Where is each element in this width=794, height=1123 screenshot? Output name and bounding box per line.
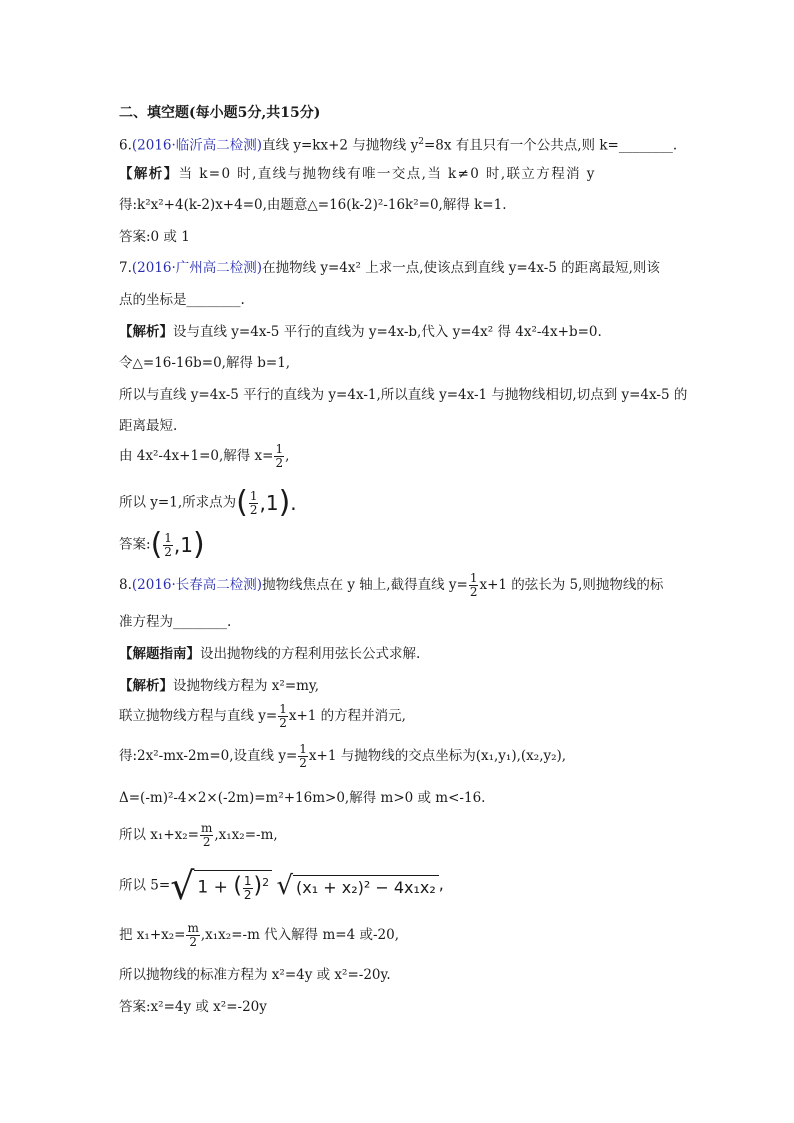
q7-analysis-line3: 所以与直线 y=4x-5 平行的直线为 y=4x-1,所以直线 y=4x-1 与抛物线相切,切点到 y=4x-5 的 bbox=[119, 387, 688, 403]
q8-stem-line2: 准方程为________. bbox=[119, 614, 232, 630]
q6-source: (2016·临沂高二检测) bbox=[131, 137, 263, 154]
q6-analysis-line2: 得:k²x²+4(k-2)x+4=0,由题意△=16(k-2)²-16k²=0,解得 k=1. bbox=[119, 197, 507, 213]
q6-stem: 6.(2016·临沂高二检测)直线 y=kx+2 与抛物线 $y^2=8x$ 有且只有一个公共点,则 k=________. bbox=[119, 137, 678, 154]
q8-analysis-line3: 得:2x²-mx-2m=0,设直线 y= $\frac{1}{2}$ x+1 与抛物线的交点坐标为(x₁,y₁),(x₂,y₂), bbox=[119, 742, 567, 770]
q7-analysis-line5: 由 4x²-4x+1=0,解得 x= $\frac{1}{2}$ , bbox=[119, 442, 290, 470]
section-title: 二、填空题(每小题5分,共15分) bbox=[119, 105, 321, 121]
q6-analysis-line1: 【解析】当 k=0 时,直线与抛物线有唯一交点,当 k≠0 时,联立方程消 y bbox=[119, 166, 596, 182]
q6-answer: 答案:0 或 1 bbox=[119, 229, 190, 245]
q6-number: 6. bbox=[119, 137, 132, 154]
q7-stem-line2: 点的坐标是________. bbox=[119, 292, 245, 308]
q7-analysis-line6: 所以 y=1,所求点为( $\frac{1}{2}$ ,1). bbox=[119, 485, 297, 520]
fraction-half: $\frac{1}{2}$ bbox=[275, 442, 284, 470]
q7-analysis-line4: 距离最短. bbox=[119, 418, 178, 434]
q8-analysis-line2: 联立抛物线方程与直线 y= $\frac{1}{2}$ x+1 的方程并消元, bbox=[119, 702, 406, 730]
q8-analysis-line7: 把 x₁+x₂= $\frac{m}{2}$ ,x₁x₂=-m 代入解得 m=4 或-20, bbox=[119, 921, 399, 949]
q8-stem-line1: 8.(2016·长春高二检测)抛物线焦点在 y 轴上,截得直线 y= $\frac{1}{2}$ x+1 的弦长为 5,则抛物线的标 bbox=[119, 571, 664, 599]
q7-analysis-line2: 令△=16-16b=0,解得 b=1, bbox=[119, 355, 291, 371]
q8-analysis-line8: 所以抛物线的标准方程为 x²=4y 或 x²=-20y. bbox=[119, 967, 391, 983]
q8-analysis-line5: 所以 x₁+x₂= $\frac{m}{2}$ ,x₁x₂=-m, bbox=[119, 821, 278, 849]
analysis-tag: 【解析】 bbox=[119, 166, 179, 182]
q8-analysis-line1: 【解析】设抛物线方程为 x²=my, bbox=[119, 678, 320, 694]
q7-stem-line1: 7.(2016·广州高二检测)在抛物线 y=4x² 上求一点,使该点到直线 y=4x-5 的距离最短,则该 bbox=[119, 260, 660, 276]
q8-chord-formula: 所以 5=√ 1 + ( $\frac{1}{2}$ )$^2$ √ (x₁ + x₂)² − 4x₁x₂ , bbox=[119, 864, 444, 908]
q8-analysis-line4: Δ=(-m)²-4×2×(-2m)=m²+16m>0,解得 m>0 或 m<-16. bbox=[119, 790, 486, 806]
q7-analysis-line1: 【解析】设与直线 y=4x-5 平行的直线为 y=4x-b,代入 y=4x² 得 4x²-4x+b=0. bbox=[119, 324, 602, 340]
q8-guide: 【解题指南】设出抛物线的方程利用弦长公式求解. bbox=[119, 646, 421, 662]
q7-answer: 答案:( $\frac{1}{2}$ ,1) bbox=[119, 527, 205, 562]
q8-answer: 答案:x²=4y 或 x²=-20y bbox=[119, 999, 267, 1015]
